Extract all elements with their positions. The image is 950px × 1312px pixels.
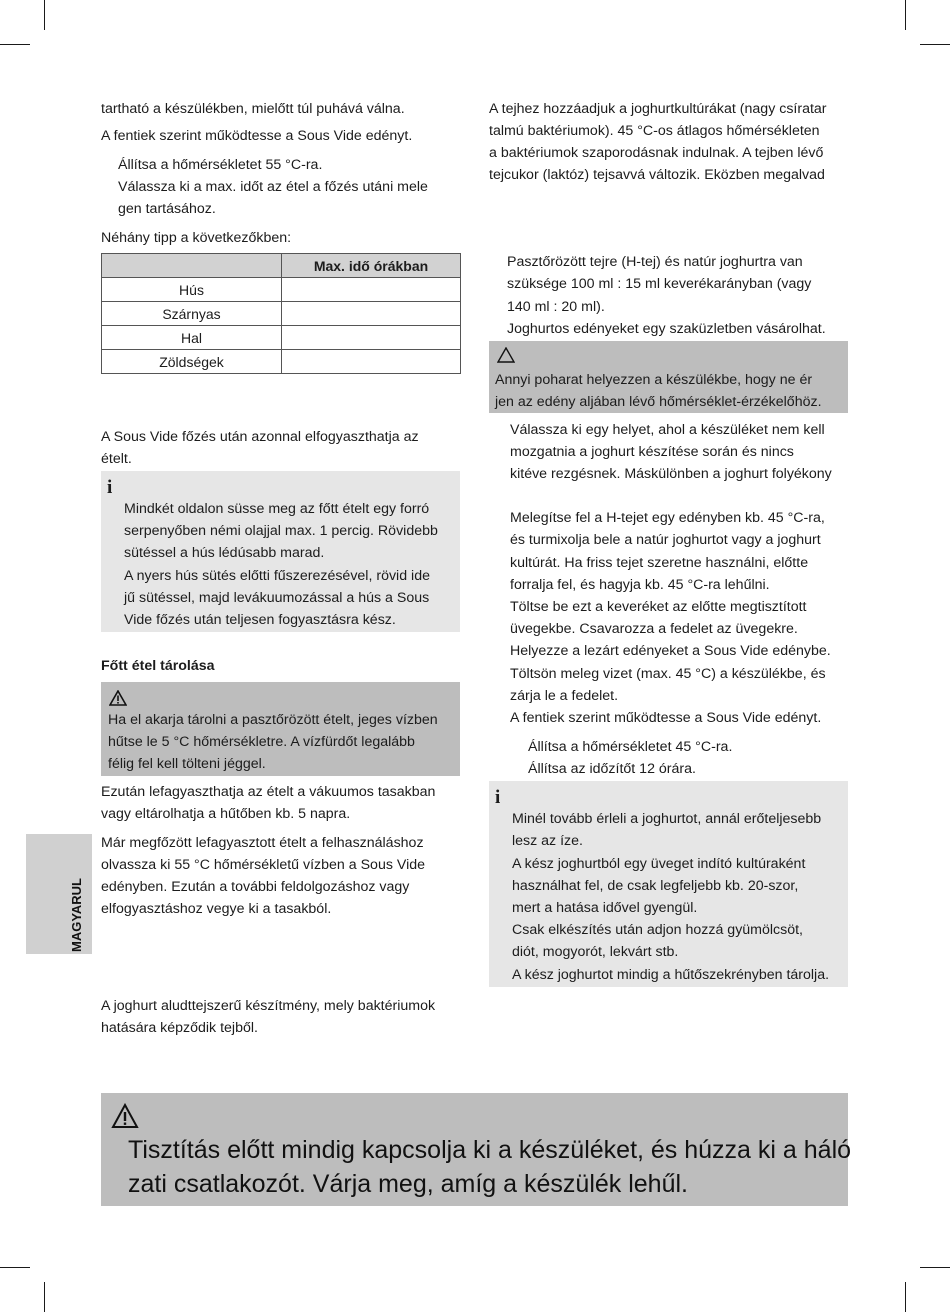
yogurt-intro: a baktériumok szaporodásnak indulnak. A tejben lévő: [489, 145, 824, 161]
crop-mark: [920, 44, 950, 45]
step-text: kultúrát. Ha friss tejet szeretne használni, előtte: [510, 555, 809, 571]
section-heading: Főtt étel tárolása: [101, 658, 215, 674]
step-text: A fentiek szerint működtesse a Sous Vide edényt.: [510, 710, 822, 726]
info-line: Vide főzés után teljesen fogyasztásra kész.: [124, 612, 396, 628]
tips-intro: Néhány tipp a következőkben:: [101, 230, 292, 246]
info-line: serpenyőben némi olajjal max. 1 percig. Rövidebb: [124, 523, 438, 539]
step-text: Töltsön meleg vizet (max. 45 °C) a készülékbe, és: [510, 666, 826, 682]
yogurt-intro: tejcukor (laktóz) tejsavvá változik. Eközben megalvad: [489, 167, 825, 183]
table-header-food: [102, 254, 282, 278]
step-text: Melegítse fel a H-tejet egy edényben kb. 45 °C-ra,: [510, 510, 825, 526]
step-text: Helyezze a lezárt edényeket a Sous Vide edénybe.: [510, 643, 831, 659]
info-line: lesz az íze.: [512, 833, 583, 849]
table-header-time: Max. idő órákban: [282, 254, 461, 278]
yogurt-intro: talmú baktériumok). 45 °C-os átlagos hőmérsékleten: [489, 123, 820, 139]
table-row: [102, 326, 461, 350]
table-cell-food: Szárnyas: [102, 302, 282, 326]
warning-icon: [109, 690, 127, 706]
table-cell-food: Hús: [102, 278, 282, 302]
table-cell-time: [282, 278, 461, 302]
info-line: A nyers hús sütés előtti fűszerezésével, rövid ide: [124, 568, 430, 584]
info-line: A kész joghurtot mindig a hűtőszekrényben tárolja.: [512, 967, 830, 983]
table-cell-food: Hal: [102, 326, 282, 350]
info-line: diót, mogyorót, lekvárt stb.: [512, 944, 679, 960]
info-line: Mindkét oldalon süsse meg az főtt ételt egy forró: [124, 501, 430, 517]
step-text: üvegekbe. Csavarozza a fedelet az üvegekre.: [510, 621, 798, 637]
paragraph-continuation: tartható a készülékben, mielőtt túl puhává válna.: [101, 101, 405, 117]
yogurt-text: A joghurt aludttejszerű készítmény, mely baktériumok: [101, 998, 436, 1014]
table-row: [102, 302, 461, 326]
info-line: mert a hatása idővel gyengül.: [512, 900, 698, 916]
info-line: A kész joghurtból egy üveget indító kultúraként: [512, 856, 806, 872]
crop-mark: [0, 1267, 30, 1268]
thaw-text: elfogyasztáshoz vegye ki a tasakból.: [101, 901, 332, 917]
thaw-text: Már megfőzött lefagyasztott ételt a felhasználáshoz: [101, 835, 424, 851]
need-text: Pasztőrözött tejre (H-tej) és natúr joghurtra van: [507, 254, 803, 270]
warning-line: Annyi poharat helyezzen a készülékbe, hogy ne ér: [495, 372, 813, 388]
place-text: kitéve rezgésnek. Máskülönben a joghurt folyékony: [510, 466, 832, 482]
warning-line: jen az edény aljában lévő hőmérséklet-érzékelőhöz.: [495, 394, 822, 410]
language-tab-label: MAGYARUL: [69, 878, 84, 952]
yogurt-intro: A tejhez hozzáadjuk a joghurtkultúrákat (nagy csíratar: [489, 101, 827, 117]
step-max-time: Válassza ki a max. időt az étel a főzés utáni mele: [118, 179, 428, 195]
table-row: [102, 350, 461, 374]
table-cell-time: [282, 350, 461, 374]
table-cell-food: Zöldségek: [102, 350, 282, 374]
place-text: Válassza ki egy helyet, ahol a készüléket nem kell: [510, 422, 825, 438]
need-text: Joghurtos edényeket egy szaküzletben vásárolhat.: [507, 321, 826, 337]
tips-table: [101, 253, 461, 374]
place-text: mozgatnia a joghurt készítése során és nincs: [510, 444, 794, 460]
warning-line: félig fel kell tölteni jéggel.: [108, 756, 266, 772]
crop-mark: [44, 0, 45, 30]
setting-text: Állítsa a hőmérsékletet 45 °C-ra.: [528, 739, 733, 755]
table-header-row: [102, 254, 461, 278]
crop-mark: [920, 1267, 950, 1268]
step-text: és turmixolja bele a natúr joghurtot vagy a joghurt: [510, 532, 821, 548]
info-line: Csak elkészítés után adjon hozzá gyümölcsöt,: [512, 922, 803, 938]
crop-mark: [44, 1282, 45, 1312]
eat-immediately: A Sous Vide főzés után azonnal elfogyaszthatja az: [101, 429, 419, 445]
warning-line: Ha el akarja tárolni a pasztőrözött ételt, jeges vízben: [108, 712, 438, 728]
warning-icon: [111, 1103, 139, 1129]
storage-text: vagy eltárolhatja a hűtőben kb. 5 napra.: [101, 806, 351, 822]
setting-text: Állítsa az időzítőt 12 órára.: [528, 761, 696, 777]
need-text: szüksége 100 ml : 15 ml keverékarányban (vagy: [507, 276, 812, 292]
operate-instruction: A fentiek szerint működtesse a Sous Vide edényt.: [101, 128, 413, 144]
info-line: használhat fel, de csak legfeljebb kb. 20-szor,: [512, 878, 799, 894]
table-row: [102, 278, 461, 302]
storage-text: Ezután lefagyaszthatja az ételt a vákuumos tasakban: [101, 784, 436, 800]
need-text: 140 ml : 20 ml).: [507, 299, 605, 315]
crop-mark: [0, 44, 30, 45]
info-icon: i: [495, 787, 501, 808]
info-icon: i: [107, 477, 113, 498]
table-cell-time: [282, 326, 461, 350]
yogurt-text: hatására képződik tejből.: [101, 1020, 258, 1036]
crop-mark: [905, 1282, 906, 1312]
step-text: forralja fel, és hagyja kb. 45 °C-ra lehűlni.: [510, 577, 770, 593]
warning-icon: [497, 347, 515, 363]
info-line: sütéssel a hús lédúsabb marad.: [124, 545, 325, 561]
thaw-text: edényben. Ezután a további feldolgozáshoz vagy: [101, 879, 410, 895]
info-line: jű sütéssel, majd levákuumozással a hús a Sous: [124, 590, 430, 606]
warning-line: hűtse le 5 °C hőmérsékletre. A vízfürdőt legalább: [108, 734, 415, 750]
step-max-time-cont: gen tartásához.: [118, 201, 216, 217]
thaw-text: olvassza ki 55 °C hőmérsékletű vízben a Sous Vide: [101, 857, 426, 873]
crop-mark: [905, 0, 906, 30]
step-text: zárja le a fedelet.: [510, 688, 619, 704]
table-cell-time: [282, 302, 461, 326]
step-temperature: Állítsa a hőmérsékletet 55 °C-ra.: [118, 157, 323, 173]
cleaning-warning-line: zati csatlakozót. Várja meg, amíg a készülék lehűl.: [128, 1170, 688, 1198]
eat-immediately-cont: ételt.: [101, 451, 132, 467]
step-text: Töltse be ezt a keveréket az előtte megtisztított: [510, 599, 807, 615]
info-line: Minél tovább érleli a joghurtot, annál erőteljesebb: [512, 811, 822, 827]
cleaning-warning-line: Tisztítás előtt mindig kapcsolja ki a készüléket, és húzza ki a háló: [128, 1136, 852, 1164]
